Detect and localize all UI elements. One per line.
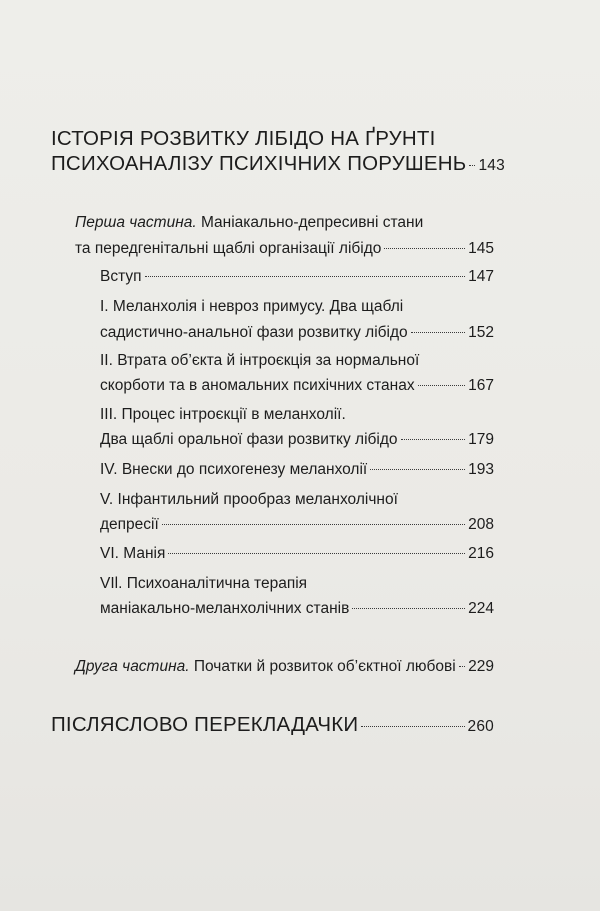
dot-leader (418, 385, 466, 386)
dot-leader (168, 553, 465, 554)
page-number: 229 (468, 658, 494, 675)
dot-leader (162, 524, 465, 525)
dot-leader (370, 469, 465, 470)
toc-chapter-intro (100, 268, 494, 286)
page-number: 193 (468, 461, 494, 478)
dot-leader (469, 165, 475, 166)
dot-leader (361, 726, 464, 727)
dot-leader (401, 439, 466, 440)
part-one-title: Маніакально-депресивні стани (196, 214, 424, 231)
part-two-label: Друга частина. (75, 658, 190, 675)
page-number: 216 (468, 545, 494, 562)
part-one-label: Перша частина. (75, 214, 197, 231)
chapter-1-title-line2: садистично-анальної фази розвитку лібідо (100, 324, 408, 341)
afterword-title: ПІСЛЯСЛОВО ПЕРЕКЛАДАЧКИ (51, 713, 359, 736)
part-two-rest: Початки й розвиток об’єктної любові (189, 658, 456, 675)
dot-leader (145, 276, 466, 277)
chapter-6-title: VI. Манія (100, 545, 166, 562)
part-one-title-line2: та передгенітальні щаблі організації лібідо (75, 240, 382, 257)
page-number: 143 (478, 157, 505, 174)
page-number: 260 (467, 718, 494, 735)
toc-main-title-line2: ПСИХОАНАЛІЗУ ПСИХІЧНИХ ПОРУШЕНЬ (51, 152, 467, 175)
toc-part-one-entry (75, 240, 494, 258)
toc-chapter-1 (100, 324, 494, 342)
toc-chapter-7 (100, 600, 494, 618)
page-number: 145 (468, 240, 494, 257)
toc-part-one-line1 (75, 214, 423, 232)
page-number: 224 (468, 600, 494, 617)
toc-chapter-4 (100, 461, 494, 479)
chapter-5-title-line1: V. Інфантильний прообраз меланхолічної (100, 491, 398, 508)
page-number: 179 (468, 431, 494, 448)
chapter-7-title-line1: VIl. Психоаналітична терапія (100, 575, 308, 592)
toc-afterword (51, 713, 494, 737)
dot-leader (459, 666, 465, 667)
page-number: 152 (468, 324, 494, 341)
toc-chapter-6 (100, 545, 494, 563)
toc-main-entry (51, 152, 505, 176)
dot-leader (411, 332, 465, 333)
toc-chapter-5 (100, 516, 494, 534)
toc-chapter-3 (100, 431, 494, 449)
chapter-2-title-line2: скорботи та в аномальних психічних станах (100, 377, 415, 394)
page-number: 147 (468, 268, 494, 285)
chapter-2-title-line1: II. Втрата об’єкта й інтроєкція за нормальної (100, 352, 420, 369)
toc-chapter-2 (100, 377, 494, 395)
page-number: 167 (468, 377, 494, 394)
part-two-title (75, 658, 456, 676)
chapter-title: Вступ (100, 268, 142, 285)
page-number: 208 (468, 516, 494, 533)
toc-main-title-line1: ІСТОРІЯ РОЗВИТКУ ЛІБІДО НА ҐРУНТІ (51, 127, 436, 150)
chapter-3-title-line2: Два щаблі оральної фази розвитку лібідо (100, 431, 398, 448)
toc-part-two (75, 658, 494, 676)
dot-leader (352, 608, 465, 609)
chapter-7-title-line2: маніакально-меланхолічних станів (100, 600, 350, 617)
chapter-1-title-line1: I. Меланхолія і невроз примусу. Два щаблі (100, 298, 404, 315)
chapter-5-title-line2: депресії (100, 516, 159, 533)
chapter-3-title-line1: III. Процес інтроєкції в меланхолії. (100, 406, 346, 423)
dot-leader (384, 248, 465, 249)
chapter-4-title: IV. Внески до психогенезу меланхолії (100, 461, 368, 478)
